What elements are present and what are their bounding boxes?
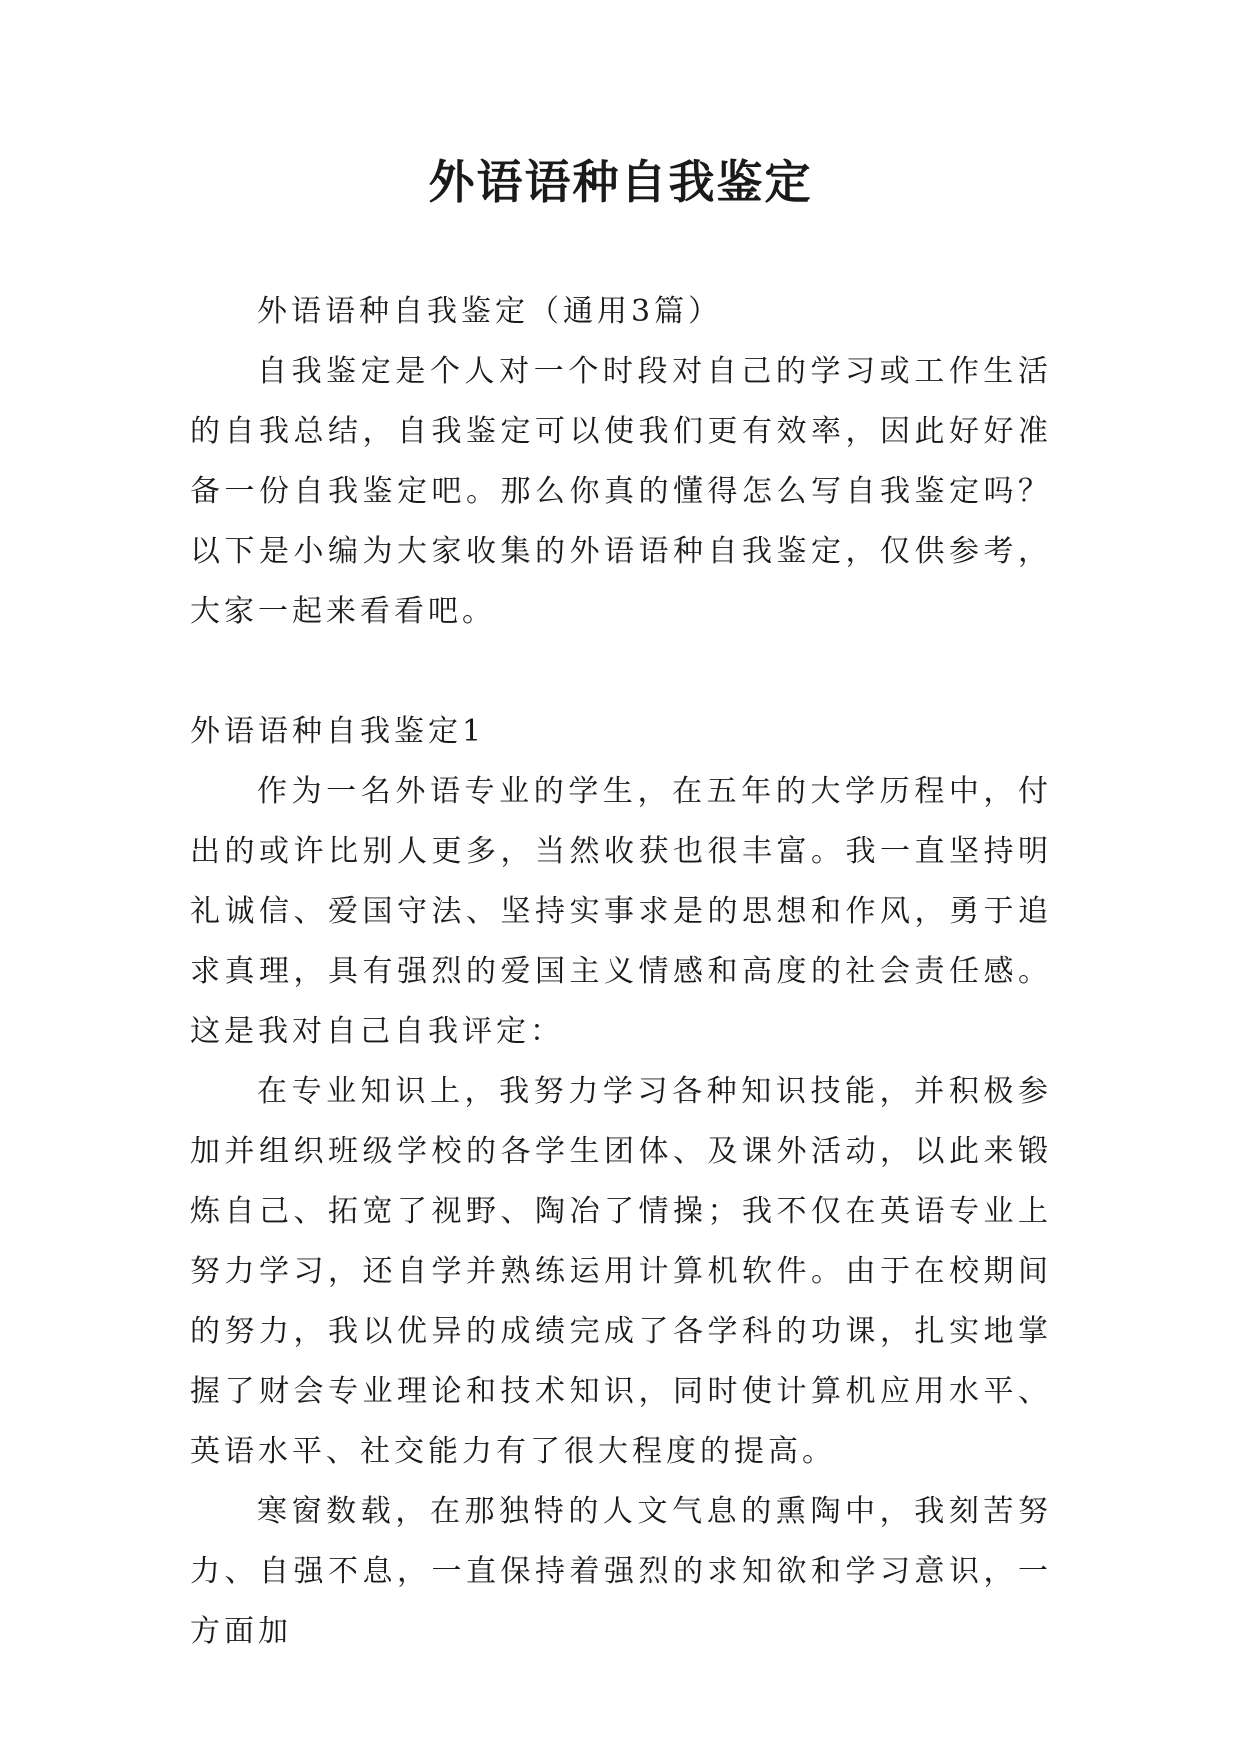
section-heading: 外语语种自我鉴定1 [190,714,486,749]
body-paragraph: 寒窗数载，在那独特的人文气息的熏陶中，我刻苦努力、自强不息，一直保持着强烈的求知欲和学习意识，一方面加 [190,1494,1052,1649]
document-title: 外语语种自我鉴定 [428,155,813,209]
intro-paragraph: 自我鉴定是个人对一个时段对自己的学习或工作生活的自我总结，自我鉴定可以使我们更有效率，因此好好准备一份自我鉴定吧。那么你真的懂得怎么写自我鉴定吗？以下是小编为大家收集的外语语种自我鉴定，仅供参考，大家一起来看看吧。 [190,354,1052,629]
document-subtitle: 外语语种自我鉴定（通用3篇） [257,294,723,329]
document-body [190,282,1052,1662]
body-paragraph: 在专业知识上，我努力学习各种知识技能，并积极参加并组织班级学校的各学生团体、及课外活动，以此来锻炼自己、拓宽了视野、陶冶了情操；我不仅在英语专业上努力学习，还自学并熟练运用计算机软件。由于在校期间的努力，我以优异的成绩完成了各学科的功课，扎实地掌握了财会专业理论和技术知识，同时使计算机应用水平、英语水平、社交能力有了很大程度的提高。 [190,1074,1052,1469]
body-paragraph: 作为一名外语专业的学生，在五年的大学历程中，付出的或许比别人更多，当然收获也很丰富。我一直坚持明礼诚信、爱国守法、坚持实事求是的思想和作风，勇于追求真理，具有强烈的爱国主义情感和高度的社会责任感。这是我对自己自我评定： [190,774,1052,1049]
